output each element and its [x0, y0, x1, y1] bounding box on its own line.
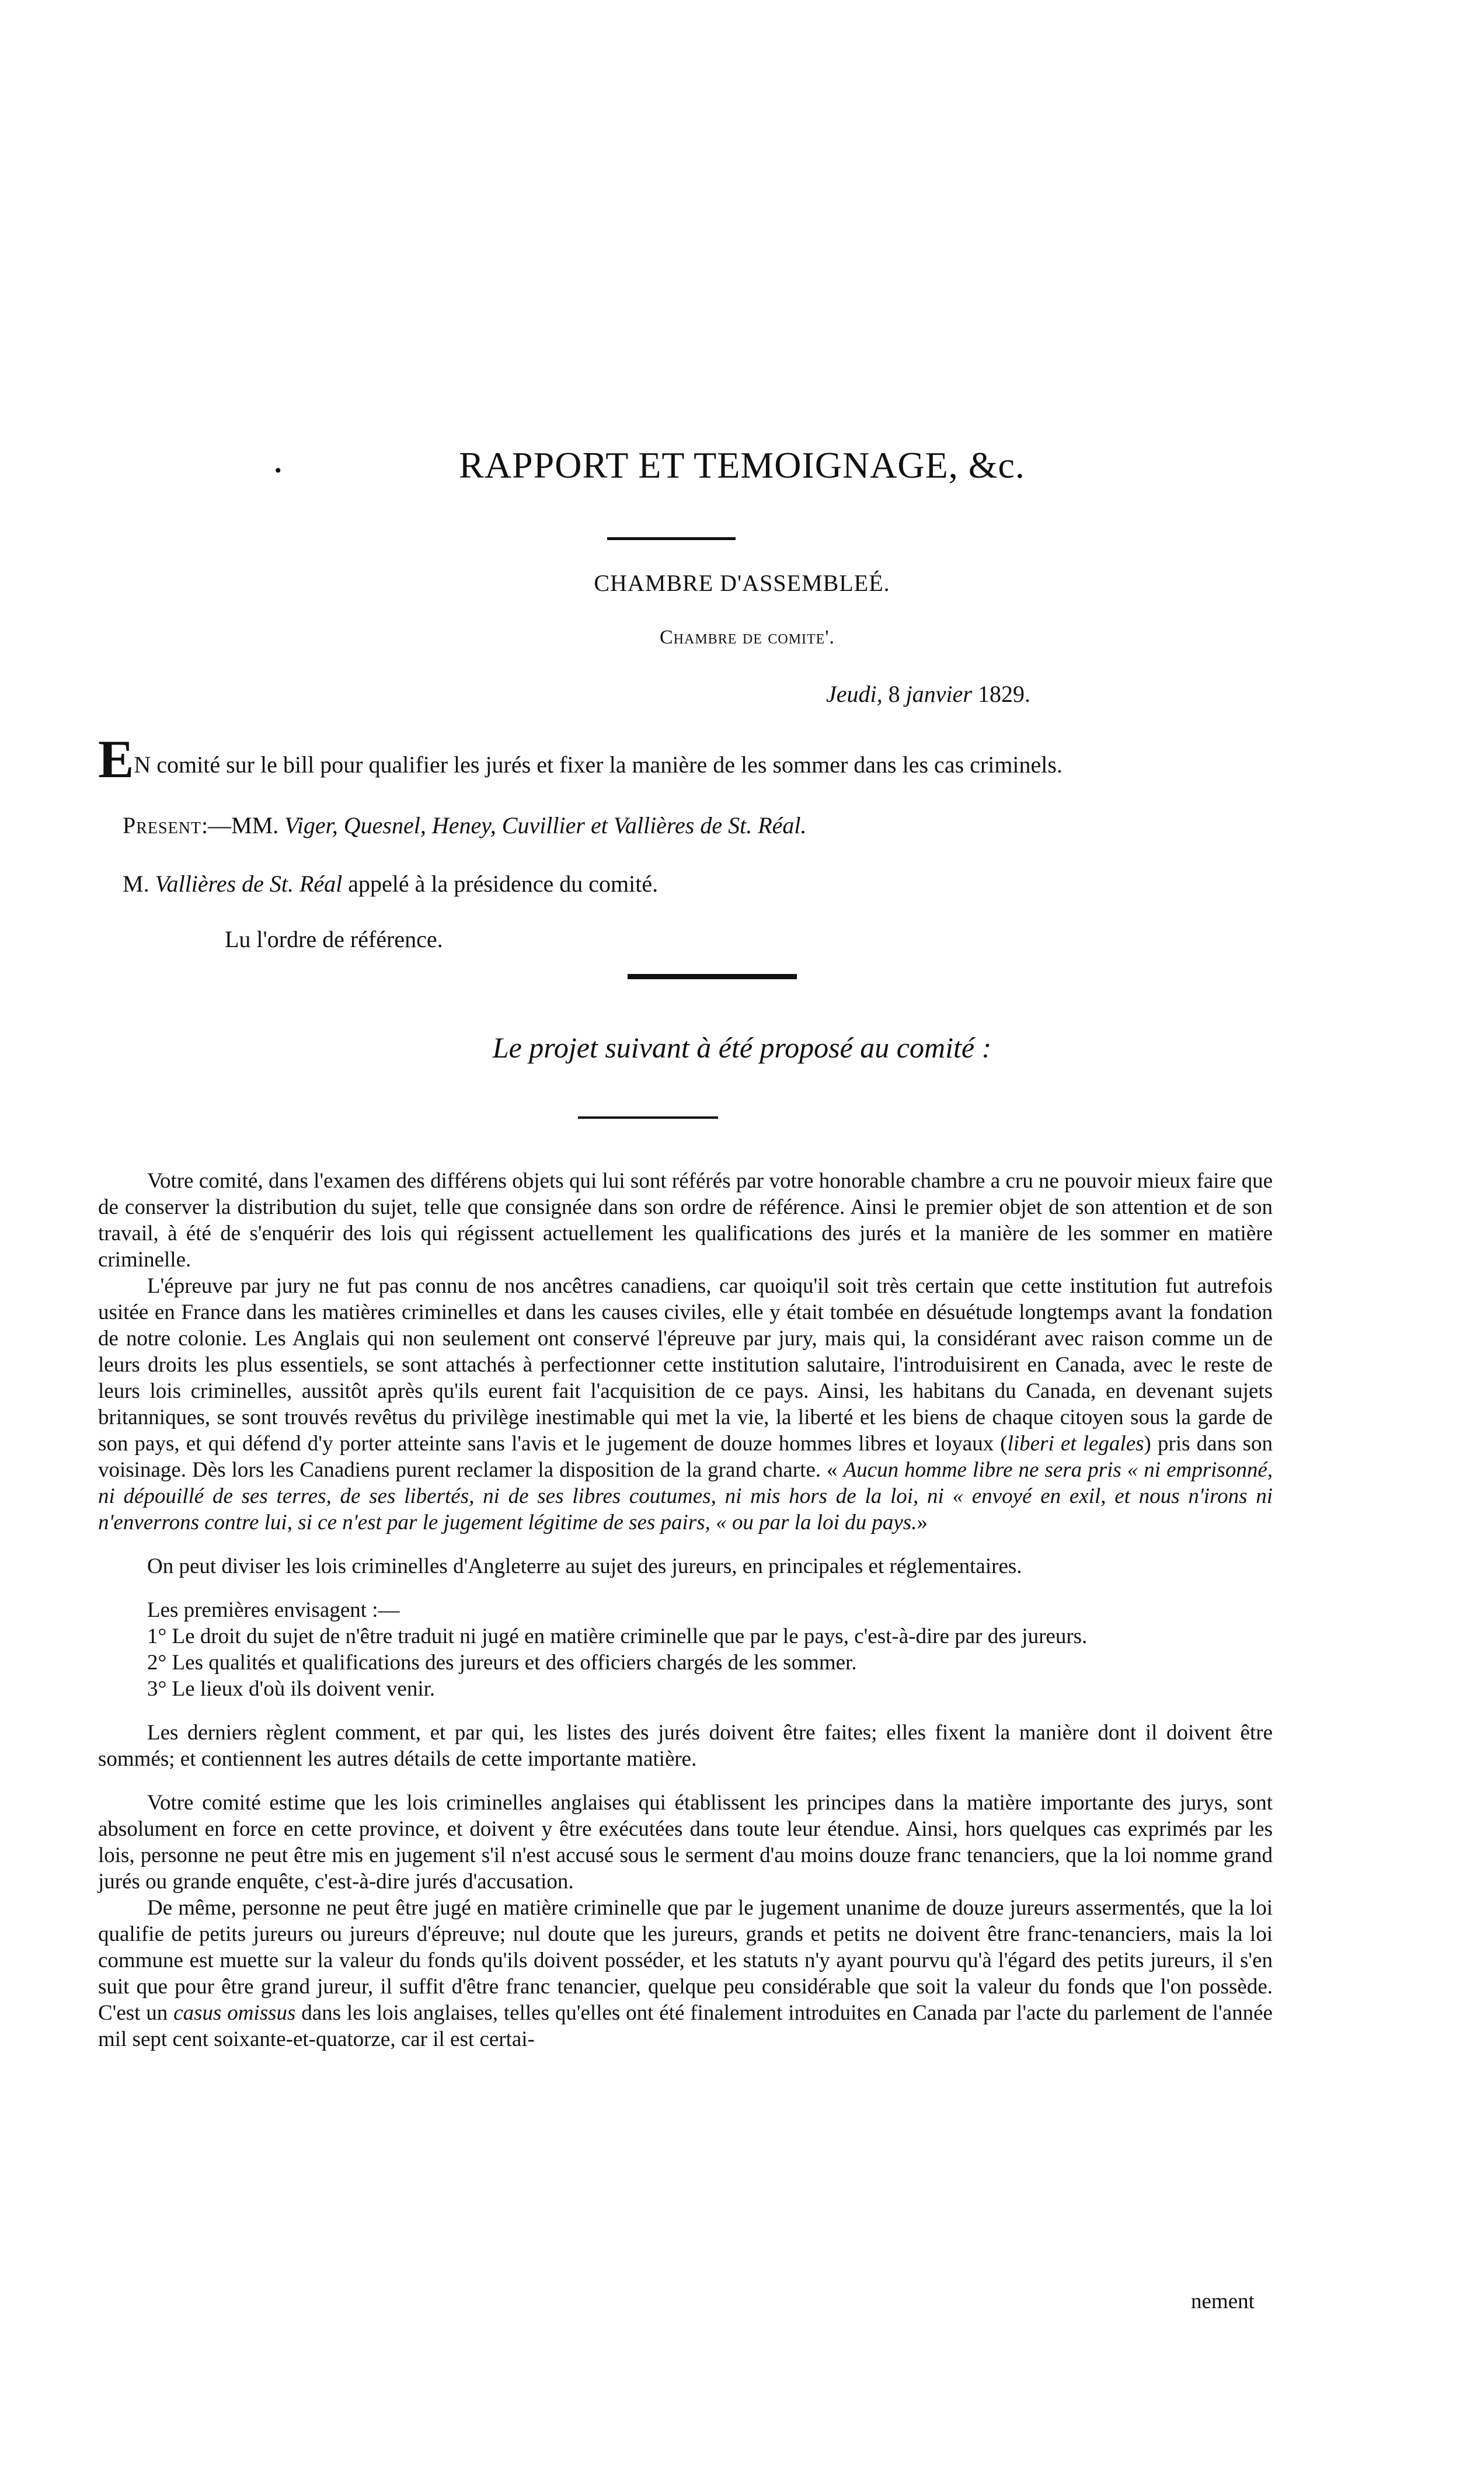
president-text: appelé à la présidence du comité. [348, 871, 659, 897]
present-names: Viger, Quesnel, Heney, Cuvillier et Vallières de St. Réal. [284, 812, 807, 838]
project-heading: Le projet suivant à été proposé au comité : [492, 1031, 992, 1064]
section-rule [628, 974, 797, 979]
paragraph-3: On peut diviser les lois criminelles d'Angleterre au sujet des jureurs, en principales et réglementaires. [147, 1554, 1022, 1578]
paragraph-7-text-a: De même, personne ne peut être jugé en matière criminelle que par le jugement unanime de douze jureurs assermentés, que la loi qualifie de petits jureurs ou jureurs d'épreuve; nul doute que les jureurs, grands et petits ne doivent être franc-tenanciers, mais la loi commune est muette sur la valeur du fonds qu'ils doivent posséder, et les statuts n'y ayant pourvu qu'à l'égard des petits jureurs, il s'en suit que pour être grand jureur, il suffit d'être franc tenancier, quelque peu considérable que soit la valeur du fonds que l'on possède. C'est un [98, 1896, 1273, 2025]
order-of-reference: Lu l'ordre de référence. [225, 926, 443, 952]
date-num: 8 [888, 681, 900, 707]
date-day: Jeudi, [826, 681, 883, 707]
present-label: Present [123, 812, 202, 838]
date-month: janvier [905, 681, 972, 707]
drop-cap: E [98, 729, 134, 789]
paragraph-5: Les derniers règlent comment, et par qui, les listes des jurés doivent être faites; elles fixent la manière dont il doivent être sommés; et contiennent les autres détails de cette importante matière. [98, 1721, 1273, 1771]
present-dash: :—MM. [201, 812, 279, 838]
paragraph-2-text-b: ) pris dans son voisinage. Dès lors les Canadiens purent reclamer la disposition de la grand charte. « [98, 1432, 1273, 1482]
paragraph-7-text-b: dans les lois anglaises, telles qu'elles ont été finalement introduites en Canada par l'acte du parlement de l'année mil sept cent soixante-et-quatorze, car il est certai- [98, 2001, 1273, 2051]
paragraph-6: Votre comité estime que les lois criminelles anglaises qui établissent les principes dans la matière importante des jurys, sont absolument en force en cette province, et doivent y être exécutées dans toute leur étendue. Ainsi, hors quelques cas exprimés par les lois, personne ne peut être mis en jugement s'il n'est accusé sous le serment d'au moins douze franc tenanciers, que la loi nomme grand jurés ou grande enquête, c'est-à-dire jurés d'accusation. [98, 1791, 1273, 1894]
date-year: 1829. [977, 681, 1030, 707]
magna-carta-quote: Aucun homme libre ne sera pris « ni emprisonné, ni dépouillé de ses terres, de ses libertés, ni de ses libres coutumes, ni mis hors de la loi, ni « envoyé en exil, et nous n'irons ni n'enverrons contre lui, si ce n'est par le jugement légitime de ses pairs, « ou par la loi du pays. [98, 1458, 1273, 1534]
paragraph-2-text-a: L'épreuve par jury ne fut pas connu de nos ancêtres canadiens, car quoiqu'il soit très certain que cette institution fut autrefois usitée en France dans les matières criminelles et dans les causes civiles, elle y était tombée en désuétude longtemps avant la fondation de notre colonie. Les Anglais qui non seulement ont conservé l'épreuve par jury, mais qui, la considérant avec raison comme un de leurs droits les plus essentiels, se sont attachés à perfectionner cette institution salutaire, l'introduisirent en Canada, avec le reste de leurs lois criminelles, aussitôt après qu'ils eurent fait l'acquisition de ce pays. Ainsi, les habitans du Canada, en devenant sujets britanniques, se sont trouvés revêtus du privilège inestimable qui met la vie, la liberté et les biens de chaque citoyen sous la garde de son pays, et qui défend d'y porter atteinte sans l'avis et le jugement de douze hommes libres et loyaux ( [98, 1274, 1273, 1456]
opening-sentence [98, 729, 1388, 789]
present-line [123, 812, 807, 839]
opening-text: N comité sur le bill pour qualifier les jurés et fixer la manière de les sommer dans les cas criminels. [134, 751, 1063, 778]
page-title: RAPPORT ET TEMOIGNAGE, &c. [459, 444, 1025, 486]
report-body [98, 1168, 1273, 2052]
chamber-heading: CHAMBRE D'ASSEMBLEÉ. [594, 570, 890, 596]
paragraph-7 [98, 1895, 1273, 2052]
paragraph-7-latin: casus omissus [173, 2001, 296, 2025]
paragraph-2-latin: liberi et legales [1007, 1432, 1144, 1456]
list-item-2: 2° Les qualités et qualifications des jureurs et des officiers chargés de les sommer. [147, 1651, 857, 1675]
paragraph-4: Les premières envisagent :— [147, 1598, 400, 1622]
list-item-1: 1° Le droit du sujet de n'être traduit ni jugé en matière criminelle que par le pays, c'est-à-dire par des jureurs. [147, 1624, 1088, 1648]
catchword: nement [1191, 2289, 1255, 2313]
paragraph-1: Votre comité, dans l'examen des différens objets qui lui sont référés par votre honorable chambre a cru ne pouvoir mieux faire que de conserver la distribution du sujet, telle que consignée dans son ordre de référence. Ainsi le premier objet de son attention et de son travail, à été de s'enquérir des lois qui régissent actuellement les qualifications des jurés et la manière de les sommer en matière criminelle. [98, 1169, 1273, 1272]
project-rule [578, 1116, 718, 1119]
date-line [826, 680, 1030, 708]
list-item-3: 3° Le lieux d'où ils doivent venir. [147, 1677, 436, 1701]
paragraph-2 [98, 1273, 1273, 1536]
president-prefix: M. [123, 871, 149, 897]
committee-heading: Chambre de comite'. [660, 627, 835, 648]
print-mark: • [273, 461, 283, 481]
title-rule [607, 537, 736, 540]
paragraph-2-text-c: » [917, 1511, 928, 1534]
president-name: Vallières de St. Réal [155, 871, 343, 897]
president-line [123, 870, 658, 897]
